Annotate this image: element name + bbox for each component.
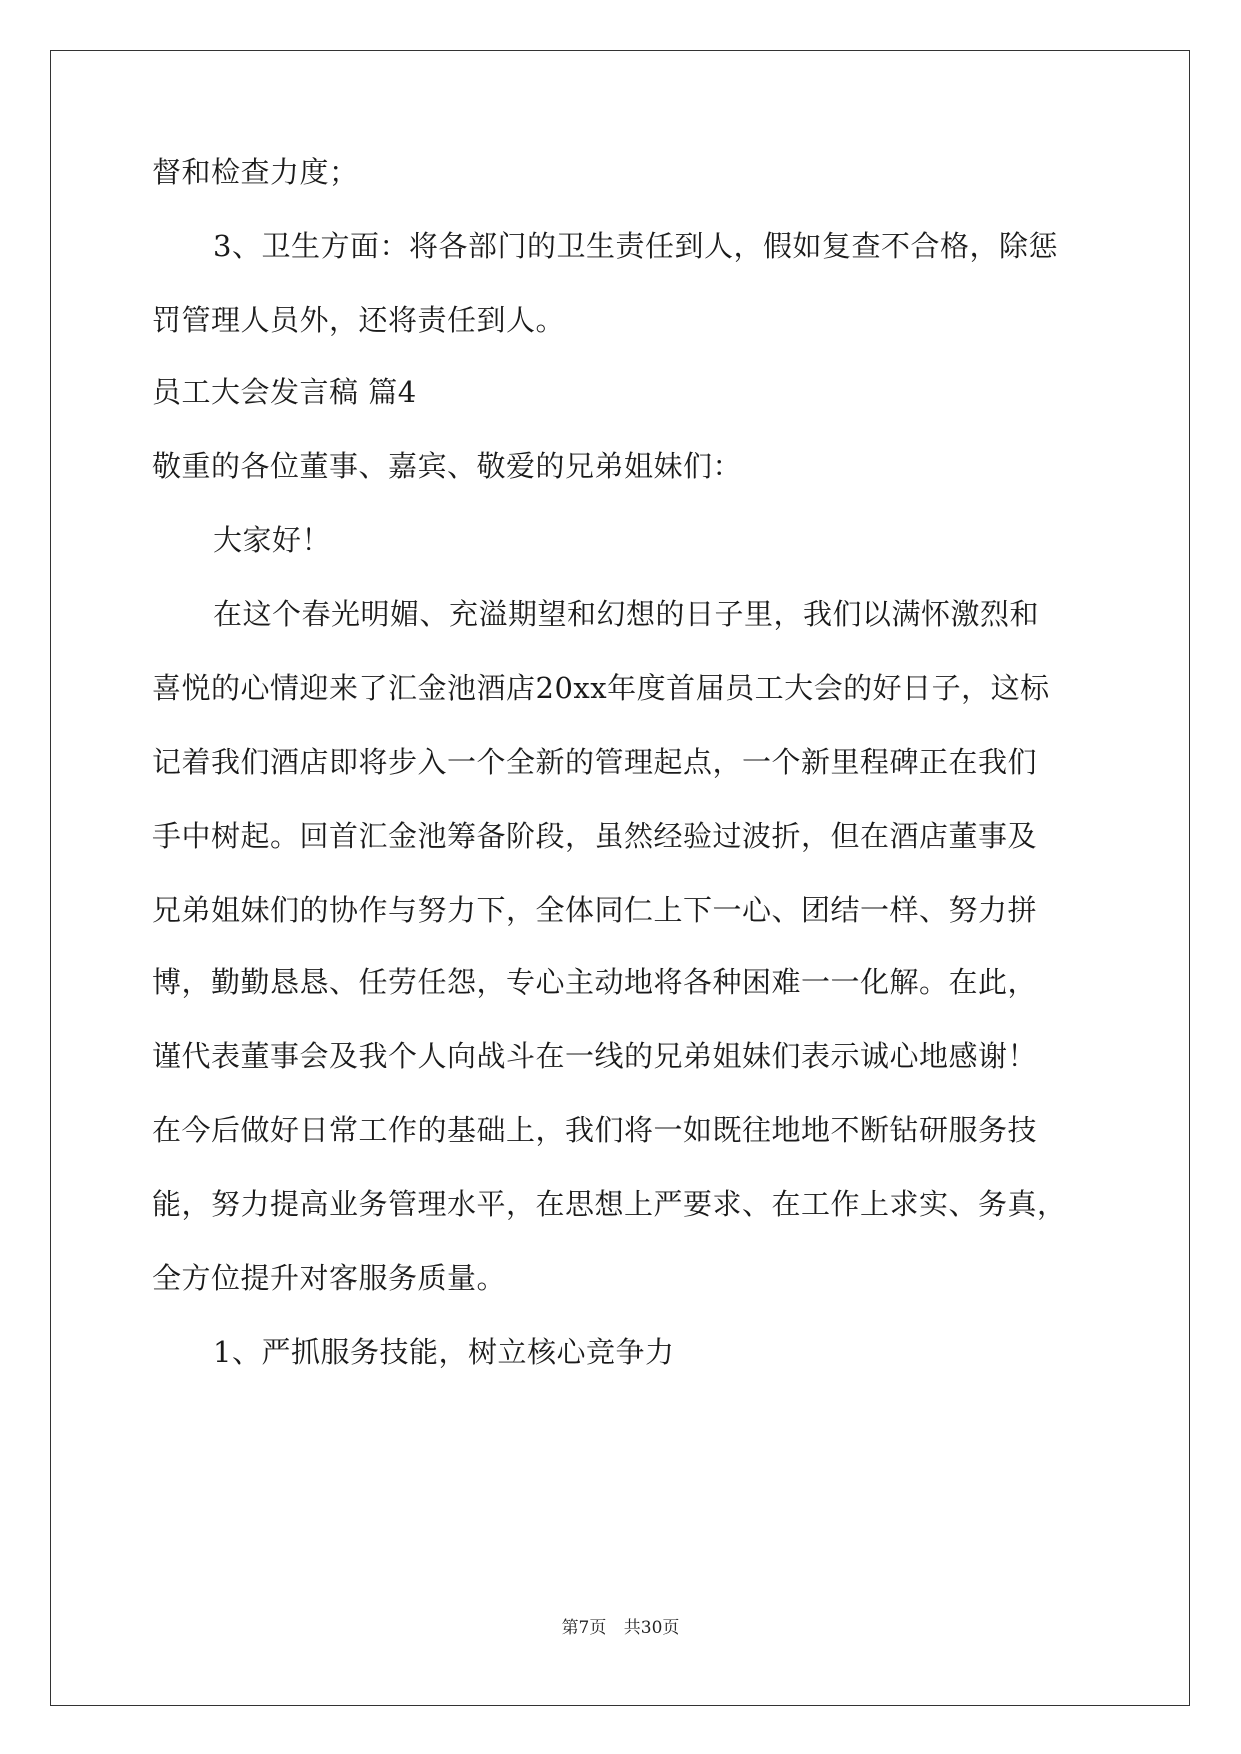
text-line: 能，努力提高业务管理水平，在思想上严要求、在工作上求实、务真， xyxy=(152,1187,1067,1221)
text-line: 3、卫生方面：将各部门的卫生责任到人，假如复查不合格，除惩 xyxy=(213,229,1058,263)
page-footer xyxy=(0,1616,1241,1640)
text-line: 督和检查力度； xyxy=(152,155,359,189)
page-total: 共30页 xyxy=(623,1618,680,1638)
text-line: 在今后做好日常工作的基础上，我们将一如既往地地不断钻研服务技 xyxy=(152,1113,1038,1147)
text-line: 手中树起。回首汇金池筹备阶段，虽然经验过波折，但在酒店董事及 xyxy=(152,819,1038,853)
text-line: 罚管理人员外，还将责任到人。 xyxy=(152,303,566,337)
page-number: 第7页 xyxy=(561,1618,607,1638)
text-line: 兄弟姐妹们的协作与努力下，全体同仁上下一心、团结一样、努力拼 xyxy=(152,893,1038,927)
greeting: 大家好！ xyxy=(213,523,332,557)
text-line: 全方位提升对客服务质量。 xyxy=(152,1261,507,1295)
text-line: 在这个春光明媚、充溢期望和幻想的日子里，我们以满怀激烈和 xyxy=(213,597,1040,631)
list-item-heading: 1、严抓服务技能，树立核心竞争力 xyxy=(213,1335,675,1369)
text-line: 谨代表董事会及我个人向战斗在一线的兄弟姐妹们表示诚心地感谢！ xyxy=(152,1039,1038,1073)
salutation: 敬重的各位董事、嘉宾、敬爱的兄弟姐妹们： xyxy=(152,449,743,483)
text-line: 博，勤勤恳恳、任劳任怨，专心主动地将各种困难一一化解。在此， xyxy=(152,965,1038,999)
text-line: 喜悦的心情迎来了汇金池酒店20xx年度首届员工大会的好日子，这标 xyxy=(152,671,1050,705)
page-border xyxy=(50,50,1190,1706)
section-heading: 员工大会发言稿 篇4 xyxy=(152,375,417,409)
text-line: 记着我们酒店即将步入一个全新的管理起点，一个新里程碑正在我们 xyxy=(152,745,1038,779)
